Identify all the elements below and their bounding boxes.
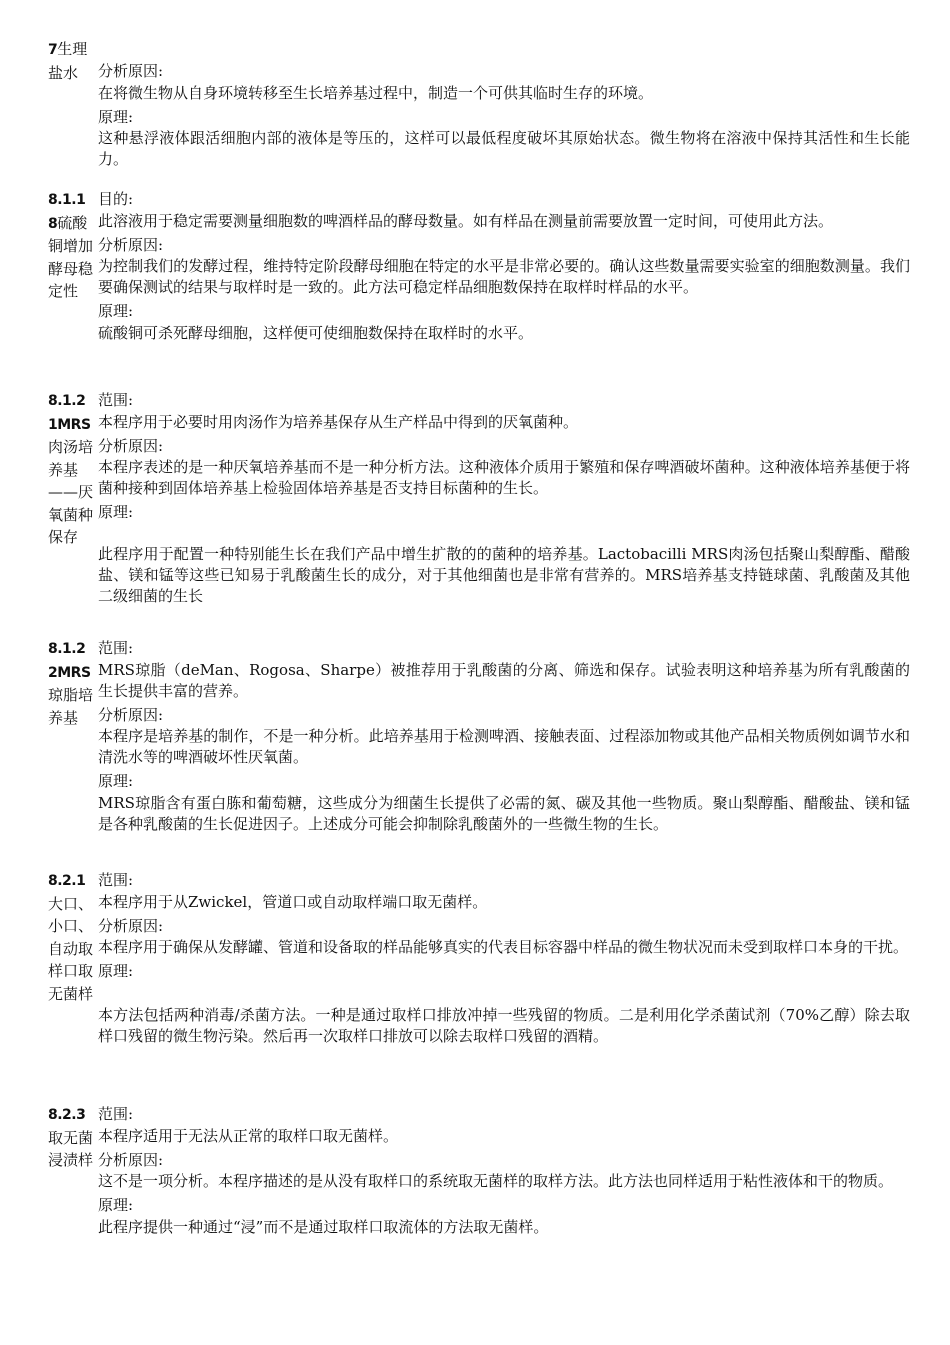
block-label: 范围: bbox=[98, 871, 134, 889]
block-label: 分析原因: bbox=[98, 62, 164, 80]
block-text: 硫酸铜可杀死酵母细胞，这样便可使细胞数保持在取样时的水平。 bbox=[98, 323, 534, 342]
block-label: 原理: bbox=[98, 503, 134, 521]
block-text: 本方法包括两种消毒/杀菌方法。一种是通过取样口排放冲掉一些残留的物质。二是利用化学杀菌试剂（70%乙醇）除去取样口残留的微生物污染。然后再一次取样口排放可以除去取样口残留的酒精。 bbox=[98, 1005, 910, 1045]
section-number: 8.1.1 8 bbox=[48, 192, 86, 232]
section-body bbox=[98, 188, 910, 389]
section-body bbox=[98, 869, 910, 1103]
section-number: 8.1.2 1MRS bbox=[48, 393, 91, 433]
block-label: 分析原因: bbox=[98, 235, 164, 254]
block-text: 这不是一项分析。本程序描述的是从没有取样口的系统取无菌样的取样方法。此方法也同样适用于粘性液体和干的物质。 bbox=[98, 1172, 894, 1190]
block-text: 本程序用于从Zwickel，管道口或自动取样端口取无菌样。 bbox=[98, 892, 488, 911]
block-text: 此程序用于配置一种特别能生长在我们产品中增生扩散的的菌种的培养基。Lactobacilli MRS肉汤包括聚山梨醇酯、醋酸盐、镁和锰等这些已知易于乳酸菌生长的成分，对于其他细菌也是非常有营养的。MRS培养基支持链球菌、乳酸菌及其他二级细菌的生长 bbox=[98, 544, 910, 605]
section-heading bbox=[48, 188, 98, 389]
block-label: 分析原因: bbox=[98, 916, 164, 935]
section-title: 肉汤培养基——厌氧菌种保存 bbox=[48, 438, 94, 546]
block-label: 原理: bbox=[98, 1196, 134, 1214]
section-8-1-1 bbox=[48, 188, 910, 389]
section-number: 8.1.2 2MRS bbox=[48, 641, 91, 681]
block-text: 为控制我们的发酵过程，维持特定阶段酵母细胞在特定的水平是非常必要的。确认这些数量需要实验室的细胞数测量。我们要确保测试的结果与取样时是一致的。此方法可稳定样品细胞数保持在取样时样品的水平。 bbox=[98, 257, 910, 296]
section-heading bbox=[48, 38, 98, 188]
block-text: 本程序用于必要时用肉汤作为培养基保存从生产样品中得到的厌氧菌种。 bbox=[98, 412, 579, 431]
section-body bbox=[98, 389, 910, 637]
section-heading bbox=[48, 637, 98, 869]
section-number: 8.2.3 bbox=[48, 1107, 86, 1123]
section-title: 生理盐水 bbox=[48, 40, 88, 82]
block-text: 在将微生物从自身环境转移至生长培养基过程中，制造一个可供其临时生存的环境。 bbox=[98, 83, 654, 102]
block-text: 本程序是培养基的制作，不是一种分析。此培养基用于检测啤酒、接触表面、过程添加物或其他产品相关物质例如调节水和清洗水等的啤酒破坏性厌氧菌。 bbox=[98, 727, 910, 766]
section-8-2-1 bbox=[48, 869, 910, 1103]
section-title: 琼脂培养基 bbox=[48, 686, 94, 727]
block-label: 范围: bbox=[98, 391, 134, 409]
block-label: 范围: bbox=[98, 639, 134, 657]
block-label: 原理: bbox=[98, 107, 134, 126]
section-heading bbox=[48, 389, 98, 637]
block-text: MRS琼脂含有蛋白胨和葡萄糖，这些成分为细菌生长提供了必需的氮、碳及其他一些物质。聚山梨醇酯、醋酸盐、镁和锰是各种乳酸菌的生长促进因子。上述成分可能会抑制除乳酸菌外的一些微生物的生长。 bbox=[98, 793, 910, 833]
block-text: 此溶液用于稳定需要测量细胞数的啤酒样品的酵母数量。如有样品在测量前需要放置一定时间，可使用此方法。 bbox=[98, 211, 834, 230]
block-label: 原理: bbox=[98, 772, 134, 790]
document-page bbox=[48, 38, 910, 1273]
section-body bbox=[98, 38, 910, 188]
block-label: 分析原因: bbox=[98, 1150, 164, 1169]
block-label: 分析原因: bbox=[98, 705, 164, 724]
block-text: 此程序提供一种通过“浸”而不是通过取样口取流体的方法取无菌样。 bbox=[98, 1217, 549, 1236]
section-title: 硫酸铜增加酵母稳定性 bbox=[48, 213, 94, 300]
block-label: 范围: bbox=[98, 1105, 134, 1123]
section-8-1-2-1 bbox=[48, 389, 910, 637]
block-text: 这种悬浮液体跟活细胞内部的液体是等压的，这样可以最低程度破坏其原始状态。微生物将在溶液中保持其活性和生长能力。 bbox=[98, 129, 910, 168]
block-label: 分析原因: bbox=[98, 436, 164, 455]
block-text: MRS琼脂（deMan、Rogosa、Sharpe）被推荐用于乳酸菌的分离、筛选和保存。试验表明这种培养基为所有乳酸菌的生长提供丰富的营养。 bbox=[98, 660, 910, 700]
section-heading bbox=[48, 869, 98, 1103]
section-8-2-3 bbox=[48, 1103, 910, 1273]
section-title: 取无菌浸渍样 bbox=[48, 1128, 94, 1169]
section-7 bbox=[48, 38, 910, 188]
block-label: 目的: bbox=[98, 190, 134, 208]
block-label: 原理: bbox=[98, 962, 134, 980]
section-body bbox=[98, 1103, 910, 1273]
section-body bbox=[98, 637, 910, 869]
section-number: 8.2.1 bbox=[48, 873, 86, 889]
block-text: 本程序表述的是一种厌氧培养基而不是一种分析方法。这种液体介质用于繁殖和保存啤酒破坏菌种。这种液体培养基便于将菌种接种到固体培养基上检验固体培养基是否支持目标菌种的生长。 bbox=[98, 458, 910, 497]
section-heading bbox=[48, 1103, 98, 1273]
block-label: 原理: bbox=[98, 302, 134, 320]
section-8-1-2-2 bbox=[48, 637, 910, 869]
section-title: 大口、小口、自动取样口取无菌样 bbox=[48, 894, 94, 1003]
block-text: 本程序用于确保从发酵罐、管道和设备取的样品能够真实的代表目标容器中样品的微生物状况而未受到取样口本身的干扰。 bbox=[98, 938, 909, 956]
block-text: 本程序适用于无法从正常的取样口取无菌样。 bbox=[98, 1126, 399, 1145]
section-number: 7 bbox=[48, 42, 58, 58]
